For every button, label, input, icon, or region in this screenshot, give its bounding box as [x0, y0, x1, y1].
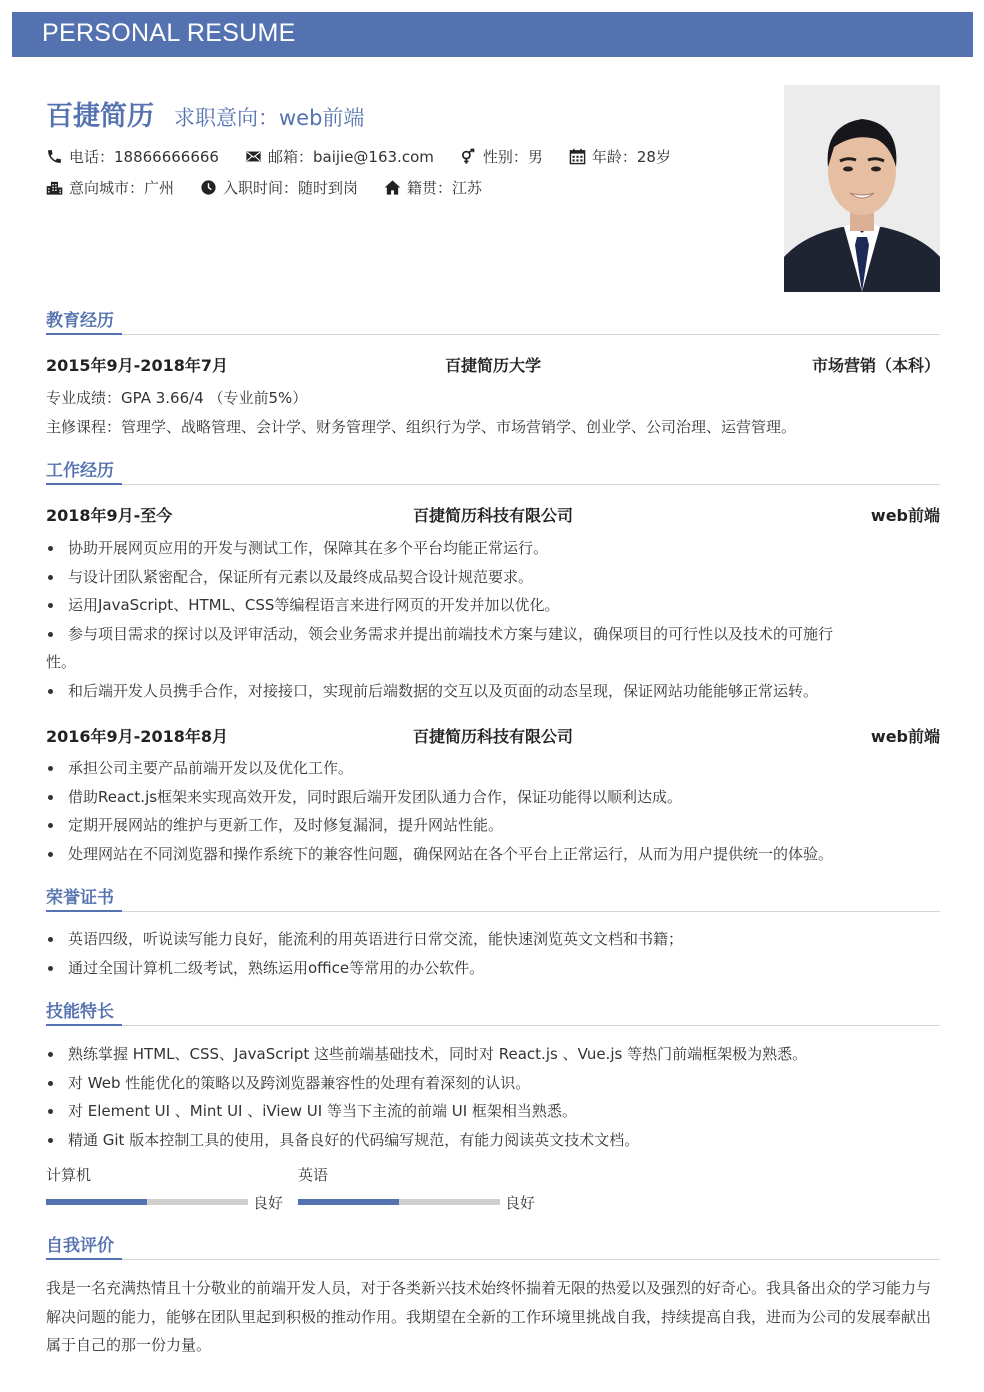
education-section-title: 教育经历	[46, 311, 114, 331]
contact-info-row	[46, 145, 697, 167]
list-item: 运用JavaScript、HTML、CSS等编程语言来进行网页的开发并加以优化。	[46, 591, 940, 620]
job-intent: 求职意向：web前端	[174, 106, 365, 130]
list-item: 承担公司主要产品前端开发以及优化工作。	[46, 754, 940, 783]
list-item: 协助开展网页应用的开发与测试工作，保障其在多个平台均能正常运行。	[46, 534, 940, 563]
skill-english-level: 良好	[505, 1194, 536, 1212]
education-major: 市场营销（本科）	[811, 356, 940, 375]
education-period: 2015年9月-2018年7月	[46, 356, 228, 375]
job-2-role: web前端	[870, 727, 940, 746]
education-entry-header	[46, 353, 940, 375]
education-score: 专业成绩：GPA 3.66/4 （专业前5%）	[46, 389, 308, 407]
phone-icon	[46, 148, 63, 165]
education-accent	[46, 333, 122, 335]
header-banner	[12, 12, 973, 57]
skills-section-title: 技能特长	[46, 1002, 114, 1022]
honors-accent	[46, 910, 122, 912]
mail-icon	[245, 148, 262, 165]
job-2-period: 2016年9月-2018年8月	[46, 727, 228, 746]
list-item: 定期开展网站的维护与更新工作，及时修复漏洞，提升网站性能。	[46, 811, 940, 840]
list-item: 借助React.js框架来实现高效开发，同时跟后端开发团队通力合作，保证功能得以顺利达成。	[46, 783, 940, 812]
self-eval-divider	[46, 1259, 940, 1260]
list-item: 通过全国计算机二级考试，熟练运用office等常用的办公软件。	[46, 954, 940, 983]
gender-icon	[460, 148, 477, 165]
age-info	[569, 146, 671, 167]
banner-title: PERSONAL RESUME	[42, 19, 296, 47]
skill-computer-label: 计算机	[46, 1166, 92, 1184]
job-2-duties	[46, 754, 940, 868]
job-2-company: 百捷简历科技有限公司	[412, 727, 573, 746]
calendar-icon	[569, 148, 586, 165]
skills-list	[46, 1040, 940, 1154]
skills-divider	[46, 1025, 940, 1026]
city-info	[46, 177, 174, 198]
city-text: 意向城市：广州	[69, 178, 175, 197]
self-eval-section-title: 自我评价	[46, 1236, 114, 1256]
skill-english-bar	[298, 1199, 500, 1205]
skill-computer-bar	[46, 1199, 248, 1205]
gender-info	[460, 146, 543, 167]
email-info	[245, 146, 434, 167]
job-1-role: web前端	[870, 506, 940, 525]
honors-divider	[46, 911, 940, 912]
honors-section-title: 荣誉证书	[46, 888, 114, 908]
list-item: 熟练掌握 HTML、CSS、JavaScript 这些前端基础技术，同时对 React.js 、Vue.js 等热门前端框架极为熟悉。	[46, 1040, 940, 1069]
phone-text: 电话：18866666666	[69, 147, 219, 166]
list-item: 处理网站在不同浏览器和操作系统下的兼容性问题，确保网站在各个平台上正常运行，从而为用户提供统一的体验。	[46, 840, 940, 869]
home-icon	[384, 179, 401, 196]
list-item: 英语四级，听说读写能力良好，能流利的用英语进行日常交流，能快速浏览英文文档和书籍；	[46, 925, 940, 954]
phone-info	[46, 146, 219, 167]
onboard-text: 入职时间：随时到岗	[223, 178, 359, 197]
list-item: 对 Web 性能优化的策略以及跨浏览器兼容性的处理有着深刻的认识。	[46, 1069, 940, 1098]
work-accent	[46, 483, 122, 485]
city-icon	[46, 179, 63, 196]
list-item-text: 参与项目需求的探讨以及评审活动，领会业务需求并提出前端技术方案与建议，确保项目的可行性以及技术的可施行	[68, 624, 834, 643]
work-section-title: 工作经历	[46, 461, 114, 481]
avatar	[784, 85, 940, 292]
honors-list	[46, 925, 940, 982]
skills-accent	[46, 1024, 122, 1026]
onboard-info	[200, 177, 358, 198]
job-1-duties	[46, 534, 940, 705]
age-text: 年龄：28岁	[591, 147, 671, 166]
job-2-header	[46, 724, 940, 746]
skill-english-fill	[298, 1199, 399, 1205]
education-divider	[46, 334, 940, 335]
clock-icon	[200, 179, 217, 196]
self-eval-text: 我是一名充满热情且十分敬业的前端开发人员，对于各类新兴技术始终怀揣着无限的热爱以及强烈的好奇心。我具备出众的学习能力与解决问题的能力，能够在团队里起到积极的推动作用。我期望在全新的工作环境里挑战自我，持续提高自我，进而为公司的发展奉献出属于自己的那一份力量。	[46, 1279, 932, 1354]
self-eval-accent	[46, 1258, 122, 1260]
list-item	[46, 620, 940, 677]
profile-photo	[784, 85, 940, 292]
hometown-info	[384, 177, 482, 198]
list-item: 和后端开发人员携手合作，对接接口，实现前后端数据的交互以及页面的动态呈现，保证网站功能能够正常运转。	[46, 677, 940, 706]
gender-text: 性别：男	[482, 147, 543, 166]
work-divider	[46, 484, 940, 485]
skill-computer-fill	[46, 1199, 147, 1205]
candidate-name: 百捷简历	[46, 101, 154, 132]
job-1-company: 百捷简历科技有限公司	[412, 506, 573, 525]
list-item: 精通 Git 版本控制工具的使用，具备良好的代码编写规范，有能力阅读英文技术文档。	[46, 1126, 940, 1155]
list-item-text-tail: 性。	[46, 653, 77, 671]
list-item: 对 Element UI 、Mint UI 、iView UI 等当下主流的前端 UI 框架相当熟悉。	[46, 1097, 940, 1126]
education-courses: 主修课程：管理学、战略管理、会计学、财务管理学、组织行为学、市场营销学、创业学、公司治理、运营管理。	[46, 418, 797, 436]
email-text: 邮箱：baijie@163.com	[267, 147, 434, 166]
skill-english-label: 英语	[298, 1166, 329, 1184]
job-1-header	[46, 503, 940, 525]
list-item: 与设计团队紧密配合，保证所有元素以及最终成品契合设计规范要求。	[46, 563, 940, 592]
education-school: 百捷简历大学	[444, 356, 541, 375]
personal-info-row	[46, 176, 508, 198]
hometown-text: 籍贯：江苏	[407, 178, 483, 197]
job-1-period: 2018年9月-至今	[46, 506, 173, 525]
skill-computer-level: 良好	[253, 1194, 284, 1212]
